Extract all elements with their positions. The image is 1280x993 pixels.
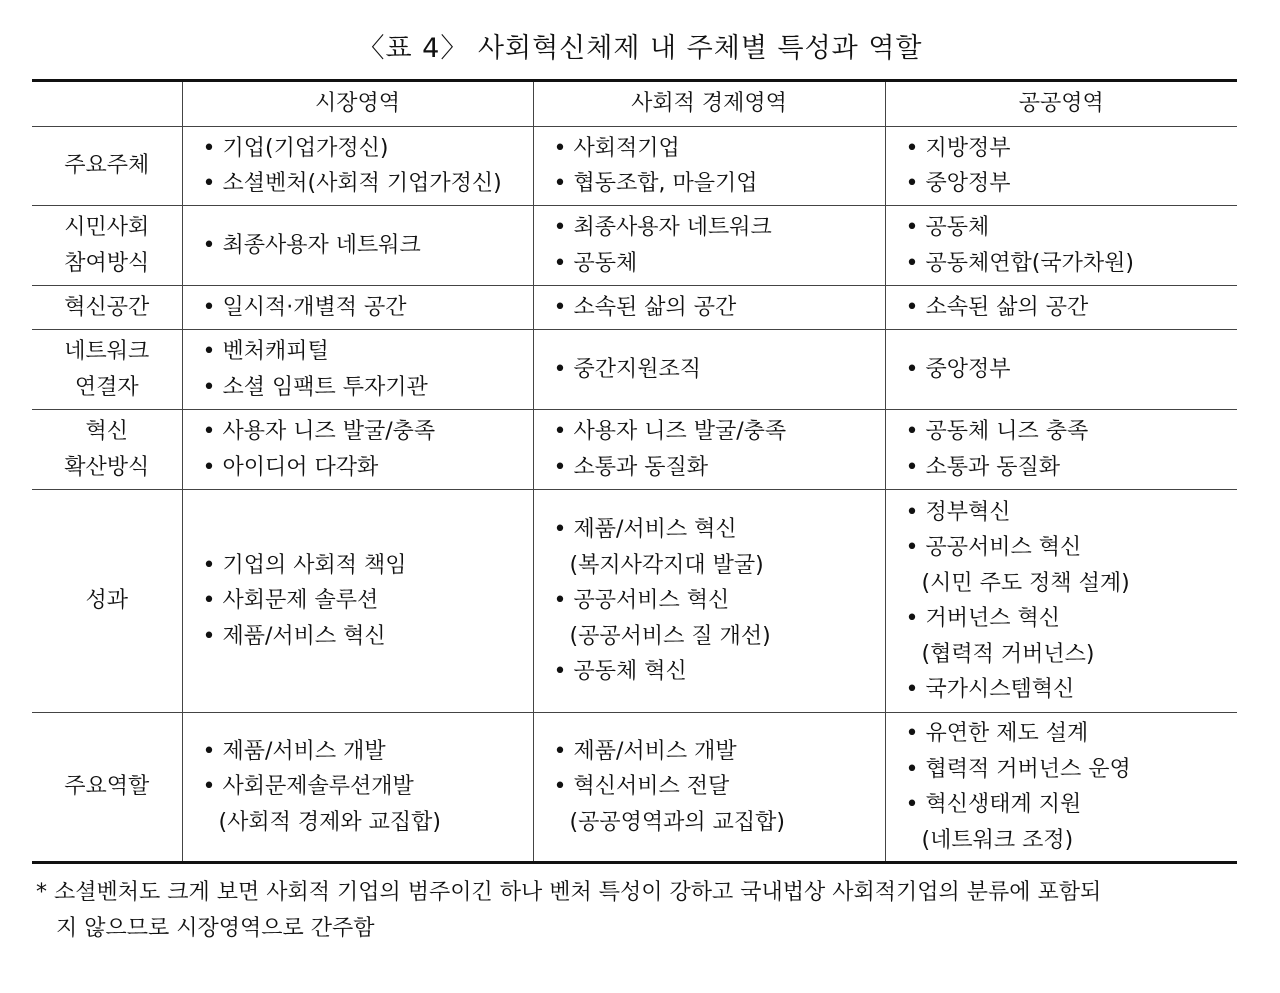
cell-public [885, 127, 1237, 206]
cell-market [182, 490, 533, 713]
item-text: 중앙정부 [925, 171, 1011, 196]
bullet-icon: • [905, 677, 919, 702]
row-header-line: 시민사회 [64, 215, 150, 240]
item-text: 공동체 [925, 215, 990, 240]
item-text: 제품/서비스 개발 [222, 738, 386, 764]
bullet-icon: • [553, 454, 567, 480]
table-row [32, 127, 1237, 206]
item-text: 공공서비스 혁신 [925, 535, 1082, 560]
cell-item [203, 370, 533, 406]
row-header-line: 혁신공간 [64, 294, 150, 320]
item-text: 공동체연합(국가차원) [925, 250, 1134, 276]
item-text: (공공영역과의 교집합) [569, 809, 785, 835]
bullet-icon: • [553, 517, 567, 543]
header-social-economy: 사회적 경제영역 [533, 81, 885, 127]
bullet-icon: • [905, 499, 919, 525]
cell-market [182, 410, 533, 490]
cell-item [906, 352, 1238, 388]
item-text: 기업의 사회적 책임 [222, 552, 407, 578]
row-header [32, 206, 182, 286]
bullet-icon: • [202, 454, 216, 480]
item-text: 벤처캐피털 [222, 339, 329, 364]
table-row [32, 286, 1237, 330]
item-text: 공동체 니즈 충족 [925, 419, 1089, 444]
row-header [32, 127, 182, 206]
bullet-icon: • [905, 171, 919, 196]
bullet-icon: • [905, 215, 919, 240]
bullet-icon: • [553, 419, 567, 444]
cell-item [906, 716, 1238, 752]
cell-social-economy [533, 286, 885, 330]
bullet-icon: • [553, 774, 567, 800]
cell-market [182, 286, 533, 330]
role-table [32, 79, 1237, 864]
cell-item [203, 548, 533, 584]
item-text: 정부혁신 [925, 499, 1011, 525]
item-text: 사용자 니즈 발굴/충족 [573, 419, 787, 444]
item-text: 기업(기업가정신) [222, 135, 389, 161]
cell-item [906, 210, 1238, 246]
item-text: 아이디어 다각화 [222, 454, 379, 480]
bullet-icon: • [202, 232, 216, 258]
bullet-icon: • [553, 250, 567, 276]
bullet-icon: • [202, 623, 216, 649]
bullet-icon: • [553, 171, 567, 196]
cell-item-detail [554, 548, 885, 584]
cell-item [554, 246, 885, 282]
bullet-icon: • [905, 606, 919, 631]
cell-market [182, 206, 533, 286]
header-blank [32, 81, 182, 127]
item-text: 혁신생태계 지원 [925, 792, 1082, 817]
row-header [32, 330, 182, 410]
item-text: (시민 주도 정책 설계) [921, 570, 1130, 596]
bullet-icon: • [202, 419, 216, 444]
cell-item [203, 769, 533, 805]
row-header [32, 713, 182, 863]
cell-public [885, 206, 1237, 286]
bullet-icon: • [905, 250, 919, 276]
bullet-icon: • [202, 774, 216, 800]
bullet-icon: • [905, 792, 919, 817]
footnote-line-1: 소셜벤처도 크게 보면 사회적 기업의 범주이긴 하나 벤처 특성이 강하고 국내법상 사회적기업의 분류에 포함되 [54, 880, 1102, 905]
cell-item [554, 414, 885, 450]
cell-item [906, 450, 1238, 486]
cell-market [182, 330, 533, 410]
cell-item [554, 131, 885, 167]
item-text: (사회적 경제와 교집합) [218, 809, 441, 835]
cell-item [906, 530, 1238, 566]
cell-market [182, 127, 533, 206]
cell-item [906, 672, 1238, 708]
cell-public [885, 713, 1237, 863]
bullet-icon: • [202, 552, 216, 578]
row-header [32, 286, 182, 330]
row-header-line: 혁신 [85, 419, 128, 444]
item-text: 혁신서비스 전달 [573, 774, 730, 800]
bullet-icon: • [202, 374, 216, 400]
row-header-line: 참여방식 [64, 250, 150, 276]
cell-item [203, 619, 533, 655]
cell-social-economy [533, 410, 885, 490]
row-header-line: 연결자 [74, 374, 139, 400]
table-row [32, 206, 1237, 286]
cell-item [906, 131, 1238, 167]
header-market: 시장영역 [182, 81, 533, 127]
row-header-line: 성과 [85, 588, 128, 614]
cell-item [906, 246, 1238, 282]
cell-item [554, 769, 885, 805]
row-header-line: 주요역할 [64, 774, 150, 800]
cell-item [203, 166, 533, 202]
table-row [32, 490, 1237, 713]
cell-public [885, 490, 1237, 713]
cell-item [203, 334, 533, 370]
item-text: 소통과 동질화 [925, 454, 1061, 480]
item-text: 소셜 임팩트 투자기관 [222, 374, 428, 400]
cell-item [554, 734, 885, 770]
bullet-icon: • [553, 659, 567, 685]
row-header-line: 주요주체 [64, 153, 150, 179]
cell-item [554, 583, 885, 619]
table-row [32, 330, 1237, 410]
header-row [32, 81, 1237, 127]
bullet-icon: • [905, 756, 919, 782]
table-row [32, 713, 1237, 863]
footnote-marker: * [36, 880, 47, 905]
bullet-icon: • [202, 588, 216, 614]
cell-item [203, 414, 533, 450]
cell-item [203, 583, 533, 619]
cell-item [203, 450, 533, 486]
table-title: 〈표 4〉 사회혁신체제 내 주체별 특성과 역할 [357, 33, 923, 64]
cell-market [182, 713, 533, 863]
item-text: 일시적·개별적 공간 [222, 294, 407, 320]
bullet-icon: • [905, 535, 919, 560]
row-header [32, 490, 182, 713]
item-text: 거버넌스 혁신 [925, 606, 1061, 631]
cell-item [554, 512, 885, 548]
cell-item-detail [203, 805, 533, 841]
cell-public [885, 286, 1237, 330]
footnote-line-2: 지 않으므로 시장영역으로 간주함 [56, 916, 375, 941]
item-text: 사회적기업 [573, 135, 680, 161]
cell-item [203, 228, 533, 264]
item-text: (협력적 거버넌스) [921, 641, 1095, 667]
cell-item [554, 290, 885, 326]
item-text: 중간지원조직 [573, 356, 702, 382]
bullet-icon: • [553, 588, 567, 614]
cell-item-detail [906, 823, 1238, 859]
item-text: 중앙정부 [925, 356, 1011, 382]
cell-item [554, 210, 885, 246]
item-text: 사회문제솔루션개발 [222, 774, 414, 800]
bullet-icon: • [905, 419, 919, 444]
item-text: 제품/서비스 혁신 [222, 623, 386, 649]
bullet-icon: • [553, 294, 567, 320]
cell-item-detail [906, 637, 1238, 673]
table-row [32, 410, 1237, 490]
cell-item [554, 654, 885, 690]
bullet-icon: • [553, 738, 567, 764]
row-header [32, 410, 182, 490]
bullet-icon: • [553, 356, 567, 382]
cell-item-detail [906, 566, 1238, 602]
cell-item-detail [554, 805, 885, 841]
bullet-icon: • [905, 135, 919, 161]
header-public: 공공영역 [885, 81, 1237, 127]
item-text: 협력적 거버넌스 운영 [925, 756, 1131, 782]
cell-social-economy [533, 713, 885, 863]
cell-item [203, 734, 533, 770]
cell-item [906, 290, 1238, 326]
item-text: 소셜벤처(사회적 기업가정신) [222, 171, 502, 196]
item-text: 소속된 삶의 공간 [573, 294, 737, 320]
cell-item [906, 495, 1238, 531]
cell-item [203, 290, 533, 326]
cell-social-economy [533, 127, 885, 206]
item-text: 사용자 니즈 발굴/충족 [222, 419, 436, 444]
bullet-icon: • [553, 135, 567, 161]
item-text: 최종사용자 네트워크 [222, 232, 421, 258]
item-text: 제품/서비스 혁신 [573, 517, 737, 543]
item-text: (네트워크 조정) [921, 827, 1074, 853]
cell-public [885, 410, 1237, 490]
item-text: 유연한 제도 설계 [925, 721, 1089, 746]
item-text: 소속된 삶의 공간 [925, 294, 1089, 320]
footnote [36, 875, 1241, 947]
cell-social-economy [533, 206, 885, 286]
cell-item [906, 752, 1238, 788]
cell-item [203, 131, 533, 167]
bullet-icon: • [905, 721, 919, 746]
bullet-icon: • [202, 738, 216, 764]
item-text: (복지사각지대 발굴) [569, 552, 764, 578]
item-text: 공공서비스 혁신 [573, 588, 730, 614]
item-text: 최종사용자 네트워크 [573, 215, 772, 240]
cell-item-detail [554, 619, 885, 655]
item-text: 공동체 혁신 [573, 659, 687, 685]
cell-item [554, 166, 885, 202]
cell-item [906, 166, 1238, 202]
bullet-icon: • [905, 356, 919, 382]
cell-social-economy [533, 330, 885, 410]
cell-item [554, 450, 885, 486]
cell-item [906, 601, 1238, 637]
bullet-icon: • [202, 171, 216, 196]
item-text: 지방정부 [925, 135, 1011, 161]
item-text: (공공서비스 질 개선) [569, 623, 771, 649]
bullet-icon: • [202, 294, 216, 320]
bullet-icon: • [905, 294, 919, 320]
bullet-icon: • [202, 135, 216, 161]
bullet-icon: • [553, 215, 567, 240]
cell-item [906, 414, 1238, 450]
cell-item [554, 352, 885, 388]
bullet-icon: • [905, 454, 919, 480]
item-text: 소통과 동질화 [573, 454, 709, 480]
cell-public [885, 330, 1237, 410]
item-text: 공동체 [573, 250, 638, 276]
item-text: 국가시스템혁신 [925, 677, 1075, 702]
row-header-line: 네트워크 [64, 339, 150, 364]
cell-social-economy [533, 490, 885, 713]
item-text: 제품/서비스 개발 [573, 738, 737, 764]
item-text: 사회문제 솔루션 [222, 588, 379, 614]
bullet-icon: • [202, 339, 216, 364]
cell-item [906, 787, 1238, 823]
item-text: 협동조합, 마을기업 [573, 171, 758, 196]
row-header-line: 확산방식 [64, 454, 150, 480]
